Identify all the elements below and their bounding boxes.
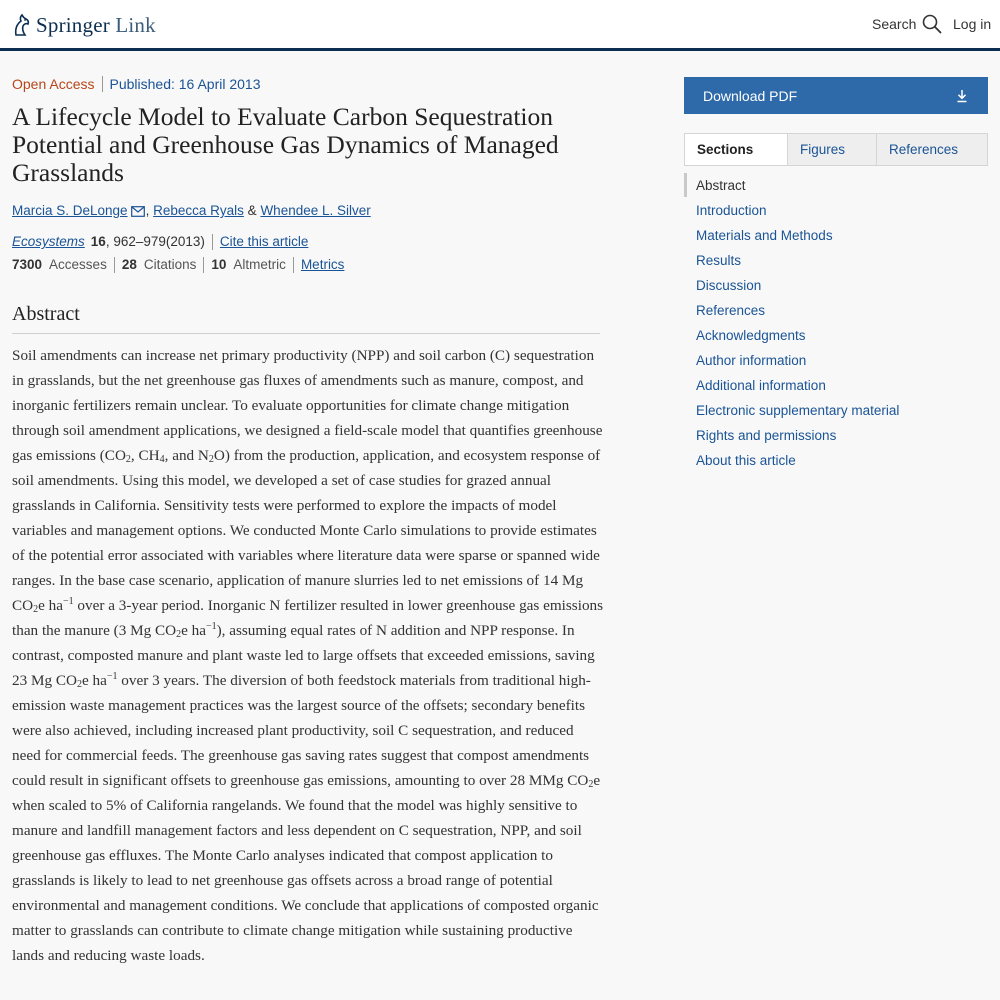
section-link-supplementary-material[interactable]: Electronic supplementary material bbox=[696, 403, 900, 418]
divider bbox=[212, 234, 213, 250]
superscript: −1 bbox=[106, 671, 118, 682]
section-link-references[interactable]: References bbox=[696, 303, 766, 318]
author-separator: & bbox=[247, 203, 257, 218]
altmetric-label: Altmetric bbox=[233, 257, 286, 272]
section-link-materials-and-methods[interactable]: Materials and Methods bbox=[696, 228, 833, 243]
download-icon bbox=[956, 89, 968, 103]
abstract-segment: e ha bbox=[81, 672, 107, 689]
section-link-author-information[interactable]: Author information bbox=[696, 353, 807, 368]
journal-volume: 16 bbox=[90, 234, 106, 249]
superscript: −1 bbox=[62, 596, 74, 607]
section-link-discussion[interactable]: Discussion bbox=[696, 278, 762, 293]
article-meta bbox=[12, 74, 600, 94]
divider bbox=[203, 257, 204, 273]
subscript: 2 bbox=[125, 454, 131, 465]
article-title: A Lifecycle Model to Evaluate Carbon Sequestration Potential and Greenhouse Gas Dynamics of Managed Grasslands bbox=[12, 102, 559, 187]
superscript: −1 bbox=[205, 621, 217, 632]
subscript: 2 bbox=[208, 454, 214, 465]
section-link-additional-information[interactable]: Additional information bbox=[696, 378, 826, 393]
brand-name: Springer Link bbox=[36, 12, 156, 37]
search-label: Search bbox=[872, 16, 917, 32]
abstract-segment: e when scaled to 5% of California rangelands. We found that the model was highly sensitive to manure and landfill management factors and less dependent on C sequestration, NPP, and soil greenhouse gas effluxes. The Monte Carlo analyses indicated that compost application to grasslands is likely to lead to net greenhouse gas offsets across a broad range of potential environmental and management conditions. We conclude that applications of composted organic matter to grasslands can contribute to climate change mitigation while sustaining productive lands and reducing waste loads. bbox=[12, 772, 601, 964]
abstract-segment: over a 3-year period. Inorganic N fertilizer resulted in lower greenhouse gas emissions than the manure (3 Mg CO bbox=[12, 597, 604, 639]
sidebar-tabs bbox=[684, 133, 988, 166]
abstract-segment: e ha bbox=[38, 597, 63, 614]
divider bbox=[293, 257, 294, 273]
published-date: Published: 16 April 2013 bbox=[109, 76, 261, 92]
search-icon bbox=[922, 14, 942, 34]
springer-link-logo[interactable] bbox=[12, 12, 156, 38]
altmetric-count: 10 bbox=[211, 257, 227, 272]
author-link[interactable]: Marcia S. DeLonge bbox=[12, 203, 128, 218]
cite-article-link[interactable]: Cite this article bbox=[219, 234, 309, 249]
metrics-link[interactable]: Metrics bbox=[300, 257, 345, 272]
journal-pages: , 962–979(2013) bbox=[105, 234, 205, 249]
login-link[interactable]: Log in bbox=[953, 16, 992, 32]
article-main bbox=[12, 74, 604, 968]
sections-nav bbox=[684, 173, 988, 473]
abstract-segment: e ha bbox=[181, 622, 206, 639]
section-link-results[interactable]: Results bbox=[696, 253, 742, 268]
subscript: 4 bbox=[159, 454, 165, 465]
author-link[interactable]: Whendee L. Silver bbox=[260, 203, 371, 218]
section-link-about-this-article[interactable]: About this article bbox=[696, 453, 796, 468]
abstract-segment: ), assuming equal rates of N addition and NPP response. In contrast, composted manure and plant waste led to large offsets that exceeded emissions, saving 23 Mg CO bbox=[12, 622, 595, 689]
subscript: 2 bbox=[176, 629, 182, 640]
citations-count: 28 bbox=[121, 257, 137, 272]
abstract-segment: O) from the production, application, and ecosystem response of soil amendments. Using this model, we developed a set of case studies for grazed annual grasslands in California. Sensitivity tests were performed to explore the impacts of model variables and management options. We conducted Monte Carlo simulations to provide estimates of the potential error associated with variables where literature data were sparse or spanned wide ranges. In the base case scenario, application of manure slurries led to net emissions of 14 Mg CO bbox=[12, 447, 601, 614]
tab-figures[interactable]: Figures bbox=[787, 134, 876, 165]
accesses-label: Accesses bbox=[49, 257, 107, 272]
search-button[interactable] bbox=[872, 14, 942, 34]
article-metrics bbox=[12, 255, 600, 275]
section-link-abstract[interactable]: Abstract bbox=[684, 173, 988, 198]
subscript: 2 bbox=[76, 679, 82, 690]
download-pdf-button[interactable] bbox=[684, 77, 988, 114]
abstract-segment: , CH bbox=[130, 447, 160, 464]
abstract-text bbox=[12, 343, 604, 968]
abstract-segment: over 3 years. The diversion of both feedstock materials from traditional high-emission waste management practices was the largest source of the offsets; secondary benefits were also achieved, including increased plant productivity, soil C sequestration, and reduced need for commercial feeds. The greenhouse gas saving rates suggest that compost amendments could result in significant offsets to greenhouse gas emissions, amounting to over 28 MMg CO bbox=[12, 672, 591, 789]
divider bbox=[114, 257, 115, 273]
accesses-count: 7300 bbox=[12, 257, 43, 272]
section-link-rights-and-permissions[interactable]: Rights and permissions bbox=[696, 428, 837, 443]
author-list bbox=[12, 201, 600, 221]
article-sidebar bbox=[684, 77, 988, 473]
springer-horse-icon bbox=[12, 13, 32, 37]
citations-label: Citations bbox=[143, 257, 197, 272]
tab-references[interactable]: References bbox=[876, 134, 987, 165]
author-separator: , bbox=[145, 203, 150, 218]
open-access-badge: Open Access bbox=[12, 76, 95, 92]
section-link-introduction[interactable]: Introduction bbox=[696, 203, 767, 218]
tab-sections[interactable]: Sections bbox=[685, 134, 787, 165]
author-link[interactable]: Rebecca Ryals bbox=[153, 203, 244, 218]
mail-icon[interactable] bbox=[131, 206, 145, 217]
journal-link[interactable]: Ecosystems bbox=[12, 234, 85, 249]
divider bbox=[102, 76, 103, 92]
subscript: 2 bbox=[33, 604, 39, 615]
abstract-heading: Abstract bbox=[12, 303, 600, 334]
journal-info bbox=[12, 232, 600, 252]
section-link-acknowledgments[interactable]: Acknowledgments bbox=[696, 328, 806, 343]
abstract-segment: Soil amendments can increase net primary productivity (NPP) and soil carbon (C) sequestration in grasslands, but the net greenhouse gas fluxes of amendments such as manure, compost, and inorganic fertilizers remain unclear. To evaluate opportunities for climate change mitigation through soil amendment applications, we designed a field-scale model that quantifies greenhouse gas emissions (CO bbox=[12, 347, 603, 464]
abstract-segment: , and N bbox=[164, 447, 209, 464]
subscript: 2 bbox=[588, 779, 594, 790]
site-header bbox=[0, 0, 1000, 51]
download-pdf-label: Download PDF bbox=[703, 87, 798, 104]
